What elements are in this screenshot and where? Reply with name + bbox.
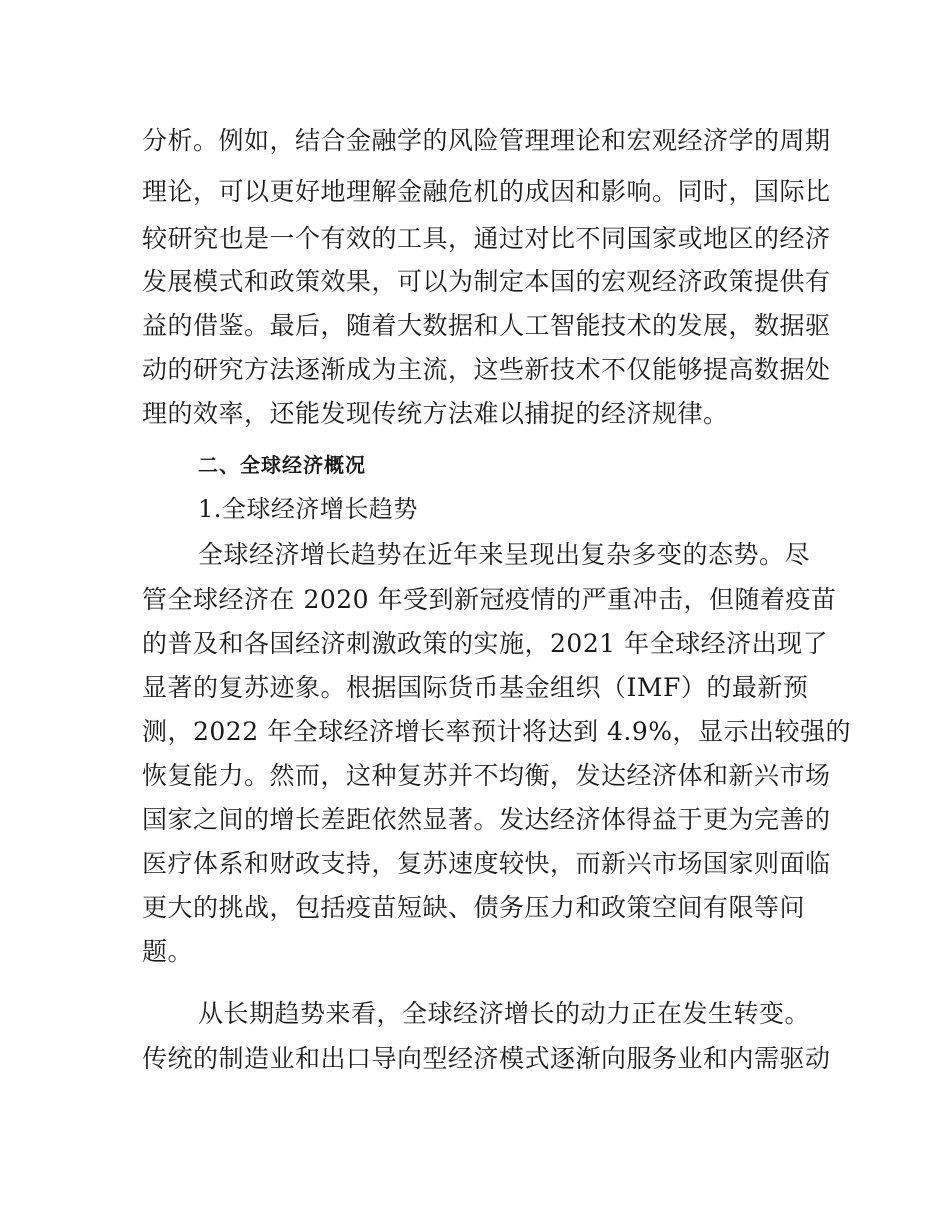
paragraph-1-line: 理的效率，还能发现传统方法难以捕捉的经济规律。 — [142, 399, 729, 428]
paragraph-2-line: 更大的挑战，包括疫苗短缺、债务压力和政策空间有限等问 — [142, 893, 806, 922]
paragraph-1-line: 益的借鉴。最后，随着大数据和人工智能技术的发展，数据驱 — [142, 311, 831, 340]
subsection-heading: 1.全球经济增长趋势 — [198, 495, 418, 523]
paragraph-2-line: 全球经济增长趋势在近年来呈现出复杂多变的态势。尽 — [198, 540, 811, 569]
paragraph-2-line: 测，2022 年全球经济增长率预计将达到 4.9%，显示出较强的 — [142, 717, 852, 746]
paragraph-2-line: 国家之间的增长差距依然显著。发达经济体得益于更为完善的 — [142, 805, 831, 834]
paragraph-2-line: 管全球经济在 2020 年受到新冠疫情的严重冲击，但随着疫苗 — [142, 585, 837, 614]
paragraph-1-line: 分析。例如，结合金融学的风险管理理论和宏观经济学的周期 — [142, 126, 831, 155]
paragraph-1-line: 发展模式和政策效果，可以为制定本国的宏观经济政策提供有 — [142, 267, 831, 296]
paragraph-1-line: 理论，可以更好地理解金融危机的成因和影响。同时，国际比 — [142, 177, 831, 206]
paragraph-3-line: 传统的制造业和出口导向型经济模式逐渐向服务业和内需驱动 — [142, 1044, 831, 1073]
paragraph-2-line: 的普及和各国经济刺激政策的实施，2021 年全球经济出现了 — [142, 629, 829, 658]
paragraph-3-line: 从长期趋势来看，全球经济增长的动力正在发生转变。 — [198, 999, 811, 1028]
paragraph-1-line: 动的研究方法逐渐成为主流，这些新技术不仅能够提高数据处 — [142, 355, 831, 384]
paragraph-2-line: 医疗体系和财政支持，复苏速度较快，而新兴市场国家则面临 — [142, 849, 831, 878]
paragraph-2-line: 恢复能力。然而，这种复苏并不均衡，发达经济体和新兴市场 — [142, 761, 831, 790]
paragraph-2-line: 显著的复苏迹象。根据国际货币基金组织（IMF）的最新预 — [142, 673, 809, 702]
paragraph-2-line: 题。 — [142, 937, 194, 966]
section-heading: 二、全球经济概况 — [198, 453, 366, 477]
paragraph-1-line: 较研究也是一个有效的工具，通过对比不同国家或地区的经济 — [142, 224, 831, 253]
